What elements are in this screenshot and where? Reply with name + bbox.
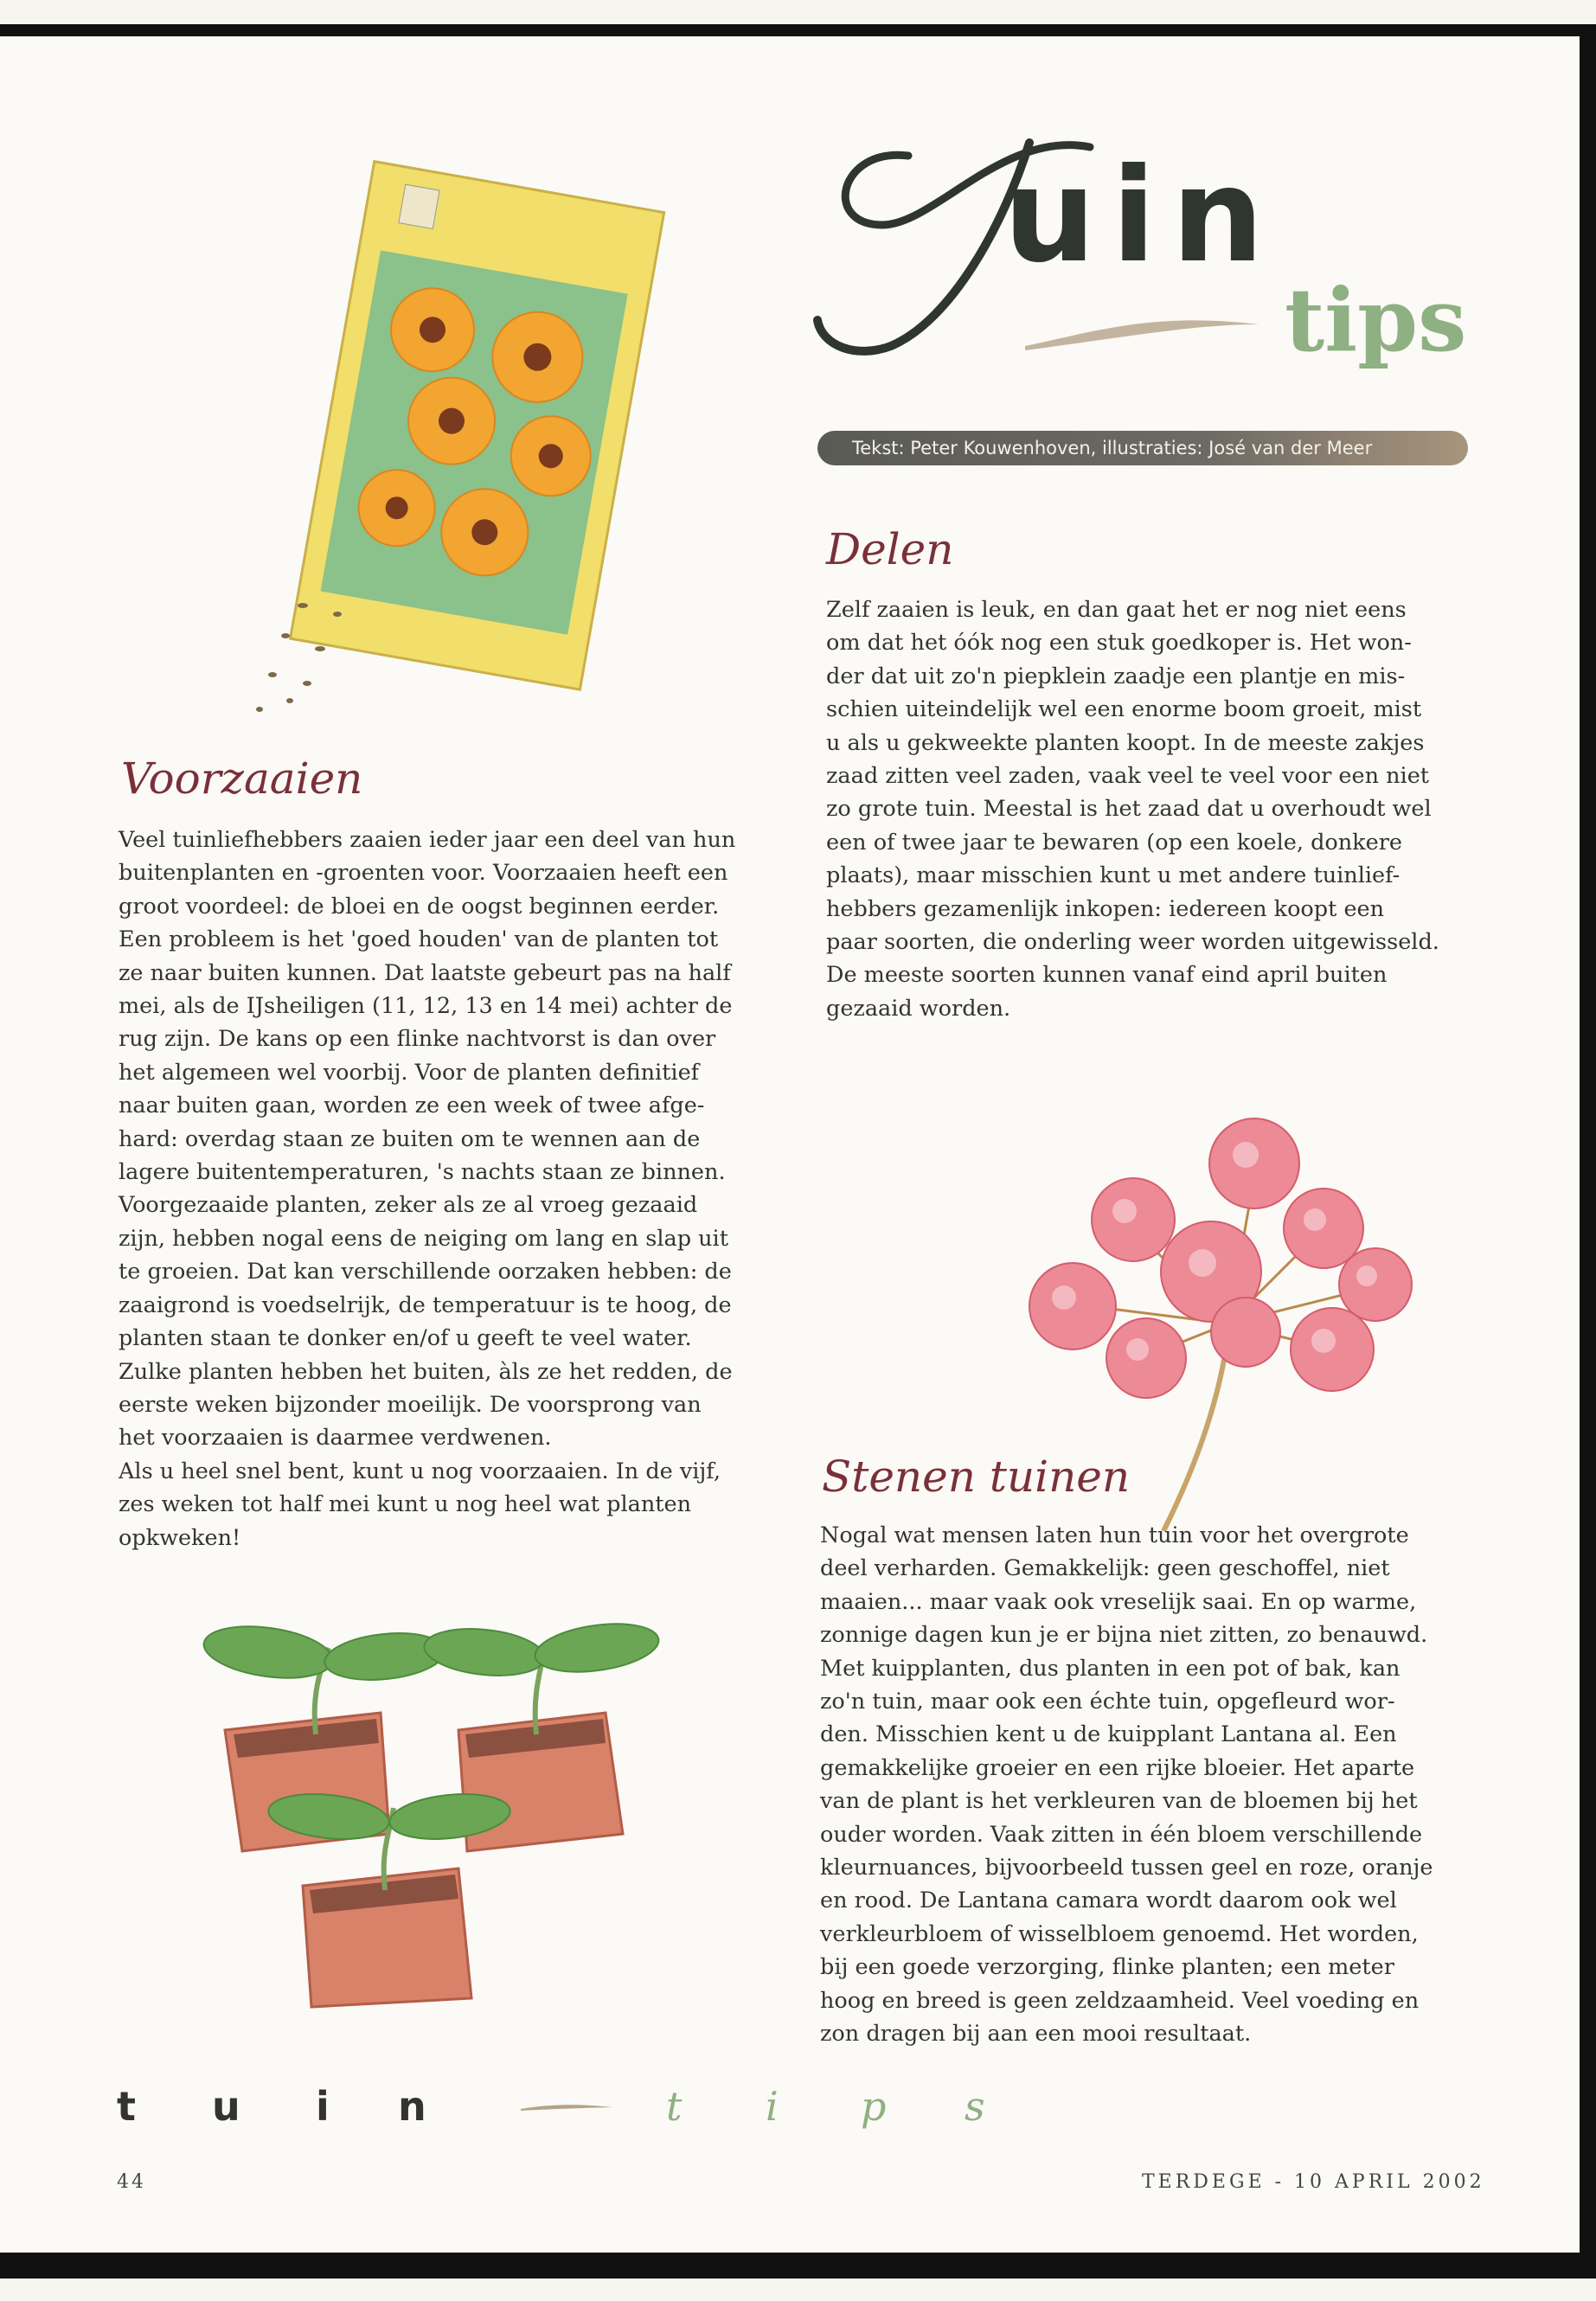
text-line: groot voordeel: de bloei en de oogst beginnen eerder.	[119, 893, 720, 920]
seed-packet-illustration	[225, 164, 675, 735]
text-line: maaien... maar vaak ook vreselijk saai. En op warme,	[820, 1588, 1417, 1615]
footer-letter: i	[766, 2083, 779, 2130]
footer-letter: u	[212, 2083, 240, 2130]
text-line: zo'n tuin, maar ook een échte tuin, opgefleurd wor-	[820, 1689, 1395, 1715]
text-line: Als u heel snel bent, kunt u nog voorzaaien. In de vijf,	[119, 1458, 721, 1484]
text-line: ouder worden. Vaak zitten in één bloem verschillende	[820, 1821, 1423, 1848]
text-line: Zelf zaaien is leuk, en dan gaat het er nog niet eens	[826, 597, 1407, 623]
text-line: planten staan te donker en/of u geeft te veel water.	[119, 1325, 692, 1352]
text-line: buitenplanten en -groenten voor. Voorzaaien heeft een	[119, 860, 728, 887]
text-line: gemakkelijke groeier en een rijke bloeier. Het aparte	[820, 1754, 1415, 1781]
publication-date: TERDEGE - 10 APRIL 2002	[1142, 2171, 1485, 2193]
text-line: deel verharden. Gemakkelijk: geen geschoffel, niet	[820, 1555, 1390, 1582]
text-line: rug zijn. De kans op een flinke nachtvorst is dan over	[119, 1026, 716, 1053]
heading-voorzaaien: Voorzaaien	[121, 753, 363, 804]
heading-stenen-tuinen: Stenen tuinen	[822, 1452, 1131, 1502]
text-line: Voorgezaaide planten, zeker als ze al vroeg gezaaid	[119, 1192, 698, 1219]
text-line: hard: overdag staan ze buiten om te wennen aan de	[119, 1125, 701, 1152]
text-line: opkweken!	[119, 1524, 241, 1551]
text-line: zo grote tuin. Meestal is het zaad dat u overhoudt wel	[826, 796, 1432, 823]
bottom-border	[0, 2253, 1596, 2279]
brush-stroke-decoration	[1021, 298, 1263, 359]
text-line: gezaaid worden.	[826, 995, 1011, 1022]
body-voorzaaien	[119, 824, 735, 1554]
text-line: het voorzaaien is daarmee verdwenen.	[119, 1425, 552, 1452]
text-line: mei, als de IJsheiligen (11, 12, 13 en 14 mei) achter de	[119, 993, 733, 1020]
text-line: het algemeen wel voorbij. Voor de planten definitief	[119, 1059, 700, 1086]
footer-letter: t	[117, 2083, 136, 2130]
credit-banner: Tekst: Peter Kouwenhoven, illustraties: José van der Meer	[817, 431, 1468, 465]
text-line: zaad zitten veel zaden, vaak veel te veel voor een niet	[826, 763, 1430, 790]
footer-letter: n	[398, 2083, 426, 2130]
text-line: eerste weken bijzonder moeilijk. De voorsprong van	[119, 1391, 702, 1418]
text-line: zonnige dagen kun je er bijna niet zitten, zo benauwd.	[820, 1622, 1428, 1649]
text-line: Nogal wat mensen laten hun tuin voor het overgrote	[820, 1522, 1409, 1548]
text-line: den. Misschien kent u de kuipplant Lantana al. Een	[820, 1721, 1397, 1748]
footer-letter: t	[666, 2083, 683, 2130]
footer-letter: s	[965, 2083, 985, 2130]
text-line: bij een goede verzorging, flinke planten; een meter	[820, 1954, 1394, 1981]
text-line: hebbers gezamenlijk inkopen: iedereen koopt een	[826, 895, 1385, 922]
text-line: Veel tuinliefhebbers zaaien ieder jaar een deel van hun	[119, 827, 736, 853]
body-delen	[826, 593, 1439, 1025]
text-line: u als u gekweekte planten koopt. In de meeste zakjes	[826, 729, 1425, 756]
top-border	[0, 24, 1596, 36]
text-line: lagere buitentemperaturen, 's nachts staan ze binnen.	[119, 1159, 726, 1186]
footer-letter: i	[316, 2083, 330, 2130]
text-line: naar buiten gaan, worden ze een week of twee afge-	[119, 1093, 705, 1119]
heading-delen: Delen	[826, 524, 954, 574]
body-stenen-tuinen	[820, 1519, 1433, 2051]
text-line: kleurnuances, bijvoorbeeld tussen geel en roze, oranje	[820, 1855, 1433, 1881]
footer-brush-dash	[519, 2100, 614, 2112]
text-line: plaats), maar misschien kunt u met andere tuinlief-	[826, 862, 1401, 889]
footer-letter: p	[861, 2083, 887, 2130]
right-border	[1580, 24, 1596, 2279]
text-line: en rood. De Lantana camara wordt daarom ook wel	[820, 1888, 1397, 1914]
text-line: verkleurbloem of wisselbloem genoemd. Het worden,	[820, 1920, 1419, 1947]
text-line: ze naar buiten kunnen. Dat laatste gebeurt pas na half	[119, 959, 731, 986]
text-line: Met kuipplanten, dus planten in een pot of bak, kan	[820, 1655, 1401, 1682]
text-line: om dat het óók nog een stuk goedkoper is. Het won-	[826, 630, 1412, 657]
text-line: der dat uit zo'n piepklein zaadje een plantje en mis-	[826, 663, 1406, 689]
text-line: zes weken tot half mei kunt u nog heel wat planten	[119, 1491, 692, 1518]
text-line: van de plant is het verkleuren van de bloemen bij het	[820, 1788, 1418, 1815]
text-line: Zulke planten hebben het buiten, àls ze het redden, de	[119, 1358, 733, 1385]
text-line: De meeste soorten kunnen vanaf eind april buiten	[826, 962, 1388, 989]
text-line: te groeien. Dat kan verschillende oorzaken hebben: de	[119, 1259, 732, 1285]
seedling-pots-illustration	[173, 1600, 709, 2024]
text-line: zaaigrond is voedselrijk, de temperatuur is te hoog, de	[119, 1292, 732, 1318]
page-number: 44	[117, 2171, 146, 2193]
text-line: zijn, hebben nogal eens de neiging om lang en slap uit	[119, 1225, 728, 1252]
text-line: zon dragen bij aan een mooi resultaat.	[820, 2021, 1252, 2048]
text-line: Een probleem is het 'goed houden' van de planten tot	[119, 926, 719, 953]
text-line: schien uiteindelijk wel een enorme boom groeit, mist	[826, 696, 1422, 723]
text-line: een of twee jaar te bewaren (op een koele, donkere	[826, 829, 1402, 856]
text-line: hoog en breed is geen zeldzaamheid. Veel voeding en	[820, 1987, 1420, 2014]
text-line: paar soorten, die onderling weer worden uitgewisseld.	[826, 929, 1439, 956]
title-main: uin	[1003, 141, 1279, 292]
title-subtitle: tips	[1285, 269, 1467, 371]
